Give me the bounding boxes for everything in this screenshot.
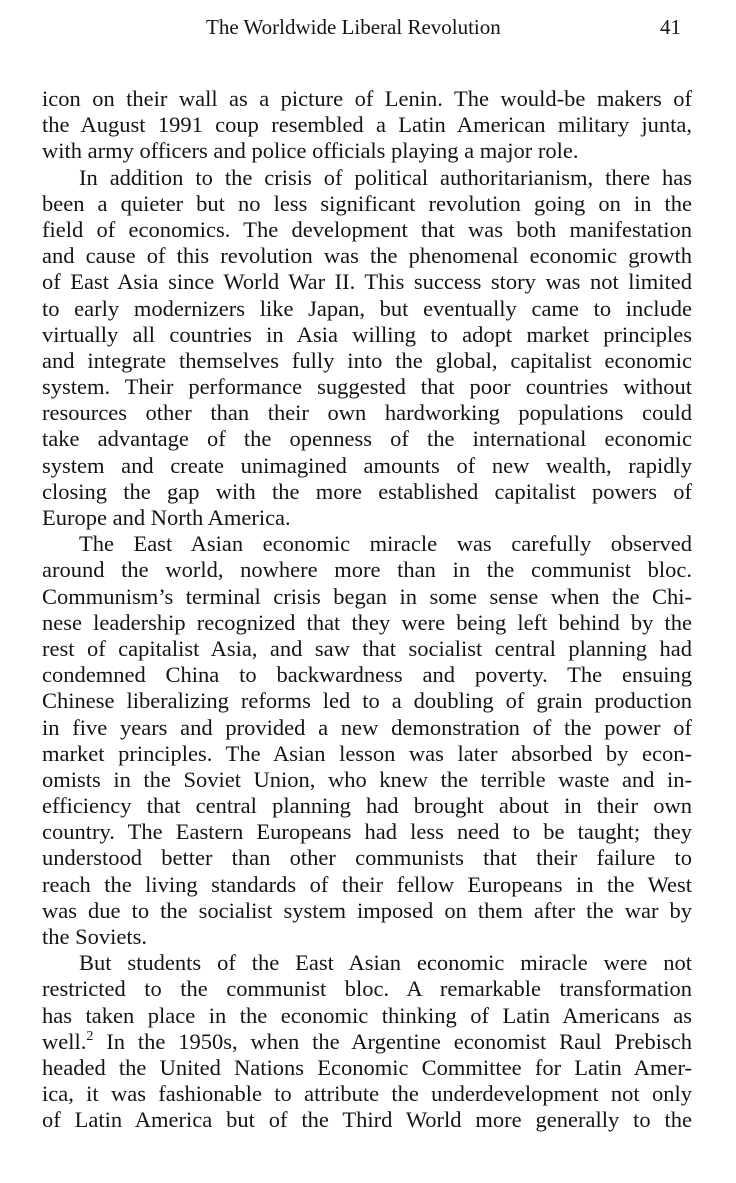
text-line: understood better than other communists that their failure to [42, 845, 692, 871]
text-line: was due to the socialist system imposed on them after the war by [42, 897, 692, 923]
text-line: efficiency that central planning had brought about in their own [42, 793, 692, 819]
text-line: system and create unimagined amounts of new wealth, rapidly [42, 452, 692, 478]
text-line: market principles. The Asian lesson was later absorbed by econ- [42, 740, 692, 766]
running-title: The Worldwide Liberal Revolution [206, 15, 501, 39]
text-line: Communism’s terminal crisis began in some sense when the Chi- [42, 583, 692, 609]
text-line: the August 1991 coup resembled a Latin American military junta, [42, 112, 692, 138]
text-line: and integrate themselves fully into the global, capitalist economic [42, 347, 692, 373]
text-line: field of economics. The development that was both manifestation [42, 216, 692, 242]
page-number: 41 [660, 15, 681, 39]
text-line: In addition to the crisis of political authoritarianism, there has [79, 164, 692, 190]
text-line: Chinese liberalizing reforms led to a doubling of grain production [42, 688, 692, 714]
text-line: system. Their performance suggested that poor countries without [42, 374, 692, 400]
text-line: The East Asian economic miracle was carefully observed [79, 531, 692, 557]
footnote-ref[interactable]: 2 [86, 1028, 94, 1044]
text-line: has taken place in the economic thinking of Latin Americans as [42, 1002, 692, 1028]
text-line: closing the gap with the more established capitalist powers of [42, 478, 692, 504]
text-line: virtually all countries in Asia willing to adopt market principles [42, 321, 692, 347]
body-text [42, 86, 692, 1134]
running-header [0, 14, 736, 44]
text-line: But students of the East Asian economic miracle were not [79, 950, 692, 976]
text-line: and cause of this revolution was the phenomenal economic growth [42, 243, 692, 269]
paragraph-4 [42, 950, 692, 1133]
text-line: reach the living standards of their fellow Europeans in the West [42, 871, 692, 897]
text-line: been a quieter but no less significant revolution going on in the [42, 190, 692, 216]
text-fragment: well. [42, 1028, 87, 1054]
paragraph-3 [42, 531, 692, 950]
text-line: nese leadership recognized that they were being left behind by the [42, 609, 692, 635]
text-line: ica, it was fashionable to attribute the underdevelopment not only [42, 1081, 692, 1107]
paragraph-1 [42, 86, 692, 165]
text-line: of Latin America but of the Third World more generally to the [42, 1107, 692, 1133]
text-line: country. The Eastern Europeans had less need to be taught; they [42, 819, 692, 845]
text-line [42, 1029, 692, 1055]
text-line: to early modernizers like Japan, but eventually came to include [42, 295, 692, 321]
text-line: rest of capitalist Asia, and saw that socialist central planning had [42, 635, 692, 661]
text-line: restricted to the communist bloc. A remarkable transformation [42, 976, 692, 1002]
text-line: with army officers and police officials playing a major role. [42, 138, 579, 164]
text-line: the Soviets. [42, 924, 147, 949]
text-fragment: In the 1950s, when the Argentine economist Raul Prebisch [93, 1028, 692, 1054]
text-line: omists in the Soviet Union, who knew the terrible waste and in- [42, 766, 692, 792]
text-line: resources other than their own hardworking populations could [42, 400, 692, 426]
text-line: in five years and provided a new demonstration of the power of [42, 714, 692, 740]
text-line: icon on their wall as a picture of Lenin. The would-be makers of [42, 86, 692, 111]
text-line: condemned China to backwardness and poverty. The ensuing [42, 662, 692, 688]
text-line: of East Asia since World War II. This success story was not limited [42, 269, 692, 295]
text-line: headed the United Nations Economic Committee for Latin Amer- [42, 1054, 692, 1080]
paragraph-2 [42, 165, 692, 532]
text-line: around the world, nowhere more than in the communist bloc. [42, 557, 692, 583]
text-line: Europe and North America. [42, 505, 291, 530]
text-line: take advantage of the openness of the international economic [42, 426, 692, 452]
